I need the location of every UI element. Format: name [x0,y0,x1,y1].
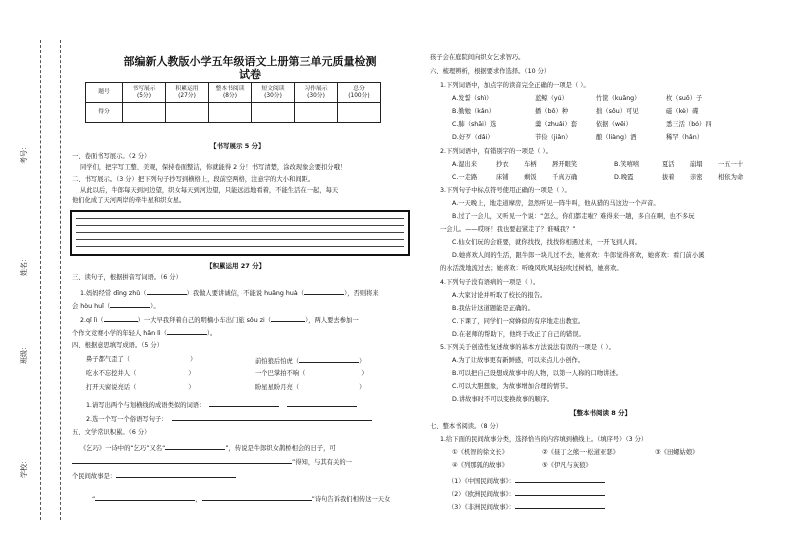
score-header-cell: 总分 (100分) [338,83,381,103]
score-cell[interactable] [209,103,252,123]
option-text: D.好歹（dǎi） [452,134,494,141]
q6-1-option-a-3: 竹筐（kuāng） [596,95,641,102]
question-3-2-cont [72,328,216,338]
idiom-left-3: 打开天窗说亮话（ ） [86,384,195,391]
option-text: 车柄 [524,161,537,168]
q6-1-option-d-2: 节俭（jiǎn） [535,134,572,141]
q6-1-option-a[interactable] [452,95,492,103]
section-banner-writing: 【书写展示 5 分】 [210,142,265,150]
idiom-text: 吃水不忘挖井人（ [86,370,137,377]
question-3-heading: 三、读句子，根据拼音写词语。（6 分） [72,274,182,281]
option-text: 床铺 [496,174,509,181]
idiom-text: 前怕狼后怕虎（ [255,358,300,365]
q6-1-option-d-3: 酿（liàng）酒 [596,134,637,141]
writing-line [76,246,404,247]
idiom-text: 鼻子都气歪了（ [86,356,131,363]
q6-3-option-c[interactable]: C.仙女们玩的会谁要，就你找找，找找你相遇过来，一开飞到人间。 [452,239,642,246]
q3-2-text: ）。 [206,330,217,337]
answer-blank[interactable] [167,328,207,335]
class-label: 班级： [20,343,28,364]
binding-dashed-line-2 [60,40,61,520]
question-6-4: 4.下列句子没有语病的一项是（ ）。 [440,279,540,286]
score-cell[interactable] [295,103,338,123]
q5-text: ， [195,496,202,503]
q7-category-2 [448,489,605,499]
binding-dashed-line [40,40,41,520]
q6-4-option-b[interactable]: B.我估计这道题能是正确的。 [452,305,534,312]
option-text: B.笑嘻嘻 [614,161,640,168]
q5-text: “ [92,496,96,503]
question-4-heading: 四、根据意思填写成语。（5 分） [72,342,164,349]
q3-2-text: 2.qǐ lì（ [80,317,104,324]
question-5-2 [72,471,236,481]
question-4-1 [86,400,357,410]
option-text: 亲密 [690,174,703,181]
score-header-cell: 书写展示 (5分) [123,83,166,103]
q6-5-option-a[interactable]: A.为了让故事更有新鲜感，可以来点儿小创作。 [452,357,585,364]
answer-blank[interactable] [110,301,150,308]
score-cell[interactable] [166,103,209,123]
question-3-1 [80,288,379,298]
score-table [85,82,381,123]
q7-item-3: ③《田螺姑娘》 [655,449,699,456]
q6-5-option-c[interactable]: C.可以大胆想象，为故事增加合理的情节。 [452,383,572,390]
score-header-cell: 短文阅读 (30分) [252,83,295,103]
answer-blank[interactable] [72,457,292,464]
answer-blank[interactable] [515,502,605,509]
q6-3-option-b[interactable]: B.过了一会儿，又听见一个说：“怎么，你们都走啦？难得来一趟，多自在啊，也不多玩 [452,213,695,220]
q5-text: ”得知，与其有关的一 [292,459,352,466]
category-label: （2）《欧洲民间故事》： [448,491,515,498]
question-5-1-cont [72,457,352,467]
option-text: 抄衣 [496,161,509,168]
writing-line [76,239,404,240]
category-label: （1）《中国民间故事》： [448,478,515,485]
q3-1-text: ）。 [150,303,160,310]
q4-1-text: 1.请写出两个与划横线的成语类似的词语： [86,402,206,409]
q3-2-text: ），两人要去参加一 [305,317,359,324]
q6-1-option-d[interactable] [452,134,494,142]
question-6-5: 5.下列关于创造性复述故事的基本方法说法有误的一项是（ ）。 [440,344,615,351]
question-6-heading: 六、梳理辨析，根据要求作选择。（10 分） [430,68,551,75]
q6-1-option-b[interactable] [452,108,495,116]
q5-text: 《乞巧》一诗中的“乞巧”又名“ [80,445,166,452]
q7-category-3 [448,502,605,512]
q6-1-option-a-4: 枚（suō）子 [666,95,703,102]
idiom-left-2: 吃水不忘挖井人（ ） [86,370,195,377]
writing-line [76,225,404,226]
q6-3-option-d[interactable]: D.她喜欢人间的生活，跟牛郎一块儿过不去，她喜欢：牛郎觉得喜欢，她喜欢：看门前小溪 [452,252,705,259]
q6-1-option-c-3: 依据（wēi） [596,121,632,128]
q6-1-option-b-2: 播（bō）种 [535,108,569,115]
score-header-cell: 习作展示 (30分) [295,83,338,103]
score-header-cell: 整本书阅读 (8分) [209,83,252,103]
question-7-heading: 七、整本书阅读。（8 分） [430,423,503,430]
question-3-2 [80,315,359,325]
q7-item-5: ⑤《伊凡与灰狼》 [542,462,592,469]
option-text: A.发誓（shì） [452,95,493,102]
name-label: 姓名： [20,255,28,276]
option-text: 唇开眼笑 [552,161,578,168]
score-header-cell: 题号 [86,83,123,103]
category-label: （3）《非洲民间故事》： [448,504,515,511]
q6-1-option-c-4: 悉三活（bó）四 [666,121,712,128]
q5-text: ”诗句告诉我们相传这一天女 [311,496,391,503]
question-6-1: 1.下列词语中，加点字的读音完全正确的一项是（ ）。 [440,82,590,89]
q6-4-option-a[interactable]: A.大家讨论并听取了校长的报告。 [452,292,547,299]
option-text: 千真万确 [552,174,578,181]
answer-blank[interactable] [209,400,279,407]
option-text: 拔着 [662,174,675,181]
question-6-3: 3.下列句子中标点符号使用正确的一项是（ ）。 [440,187,571,194]
q7-item-1: ①《机智的徐文长》 [452,449,509,456]
q6-1-option-c-2: 羹（zhuǎi）套 [535,121,578,128]
q6-2-option-c-d[interactable] [452,174,743,182]
option-text: C.一走路 [452,174,478,181]
q3-1-text: 1.妈妈经常 dīng zhǔ（ [80,290,147,297]
q5-text: 个民间故事是： [72,473,117,480]
option-text: A.湿出来 [452,161,478,168]
exam-id-label: 考号： [20,143,28,164]
q7-category-1 [448,476,605,486]
question-2-passage-2: 他们化成了天河两岸的牵牛星和织女星。 [72,197,186,204]
section-banner-accumulation: 【积累运用 27 分】 [206,262,266,270]
score-header-cell: 积累运用 (27分) [166,83,209,103]
answer-blank[interactable] [515,489,605,496]
q3-2-text: 个作文竞赛小学的年轻人 hǎn lì（ [72,330,167,337]
idiom-text: 盼星星盼月亮（ [255,384,300,391]
answer-blank[interactable] [271,315,305,322]
answer-blank[interactable] [287,400,357,407]
option-text: 一五一十 [718,161,744,168]
question-5-1 [80,443,336,453]
option-text: D.晚霞 [614,174,634,181]
question-1-text: 同学们，把字写工整、美观，保持卷面整洁，你就能得 2 分！书写清楚，涂改现象会要扣分哦！ [80,164,347,171]
q6-1-option-d-4: 稀罕（hǎn） [666,134,704,141]
question-6-2: 2.下列词语中，有错别字的一项是（ ）。 [440,148,552,155]
q6-5-option-b[interactable]: B.可以把自己设想成故事中的人物，以第一人称的口吻讲述。 [452,370,623,377]
continuation-line: 孩子会在庭院间向织女乞求智巧。 [430,54,525,61]
q4-2-text: 2.选一个写一个俗语写句子： [86,416,168,423]
question-5-heading: 五、文学常识积累。（6 分） [72,429,151,436]
answer-blank[interactable] [299,356,359,363]
q5-text: ”，传说是牛郎织女鹊桥相会的日子，可 [225,445,336,452]
idiom-text: 一个巴掌拍不响（ [255,370,306,377]
section-banner-book-reading: 【整本书阅读 8 分】 [570,409,632,417]
answer-blank[interactable] [202,494,312,501]
question-1-heading: 一、卷面书写展示。（2 分） [72,153,151,160]
option-text: 夏活 [662,161,675,168]
answer-blank[interactable] [172,414,372,421]
option-text: 相依为命 [718,174,744,181]
q3-2-text: ）一大早我拜着自己的明楠小车出门旅 sōu zi（ [137,317,272,324]
answer-blank[interactable] [116,471,236,478]
q6-5-option-d[interactable]: D.讲故事时不可以变换故事的顺序。 [452,396,554,403]
score-cell[interactable] [123,103,166,123]
q6-3-option-d-cont: 的水活泼地流过去；她喜欢：听晚风吹风轻轻吹过树梢，她喜欢。 [440,265,623,272]
idiom-right-1: 前怕狼后怕虎（ ） [255,358,366,365]
q6-1-option-b-3: 拙（sōu）可见 [596,108,639,115]
question-3-1-cont [72,301,160,311]
answer-blank[interactable] [95,494,195,501]
question-7-1: 1.给下面的民间故事分类，选择恰当的内容填到横线上。（填序号）（3 分） [440,436,648,443]
question-2-heading: 二、书写展示。（3 分）把下列句子抄写到横格上，段前空两格，注意字的大小和间距。 [72,176,315,183]
q7-item-2: ②《昼丁之熊一·松道亚瑟》 [542,449,619,456]
q3-1-text: 会 hòu huǐ（ [72,303,111,310]
q6-1-option-b-4: 磁（kè）碟 [666,108,699,115]
option-text: B.勤勉（kǎn） [452,108,496,115]
score-cell[interactable] [252,103,295,123]
question-4-2 [86,414,372,424]
q6-1-option-c[interactable] [452,121,496,129]
writing-line [76,232,404,233]
answer-blank[interactable] [304,288,344,295]
q6-3-option-a[interactable]: A.一天晚上，地走道摩房，忽然听见一阵牛叫，他从猎的马这边一个声音。 [452,200,660,207]
option-text: 崩塌 [690,161,703,168]
question-2-passage: 从此以后，牛郎每天到河边望，织女每天到河边望，只能远远地看着，不能生活在一起，每天 [80,187,339,194]
q6-2-option-a-b[interactable] [452,161,743,169]
school-label: 学校： [20,457,28,478]
writing-box[interactable] [70,210,410,256]
question-5-3 [92,494,390,504]
q3-1-text: ），否则将来 [344,290,379,297]
answer-blank[interactable] [515,476,605,483]
idiom-text: 打开天窗说亮话（ [86,384,137,391]
exam-title-line2: 试卷 [239,68,261,81]
q6-4-option-d[interactable]: D.在老师的帮助下，他终于改正了自己的错误。 [452,331,585,338]
writing-line [76,218,404,219]
q3-1-text: ）我做人要讲诚信，不能说 huǎng huà（ [186,290,305,297]
option-text: 剩饭 [524,174,537,181]
q6-4-option-c[interactable]: C.下课了，同学们一窝蜂似的有序地走出教室。 [452,318,585,325]
idiom-right-2: 一个巴掌拍不响（ ） [255,370,368,377]
q7-item-4: ④《列那狐的故事》 [452,462,509,469]
score-row-label: 得分 [86,103,123,123]
option-text: C.肺（shāi）选 [452,121,497,128]
q6-3-option-b-cont: 一会儿。——哎呀！我也要赶紧走了？谁喊我？” [440,226,576,233]
answer-blank[interactable] [165,443,225,450]
idiom-right-3: 盼星星盼月亮（ ） [255,384,366,391]
answer-blank[interactable] [104,315,138,322]
answer-blank[interactable] [147,288,187,295]
score-cell[interactable] [338,103,381,123]
idiom-left-1: 鼻子都气歪了（ ） [86,356,197,363]
exam-title: 部编新人教版小学五年级语文上册第三单元质量检测 [123,55,377,68]
q6-1-option-a-2: 蓝鲸（yú） [535,95,568,102]
